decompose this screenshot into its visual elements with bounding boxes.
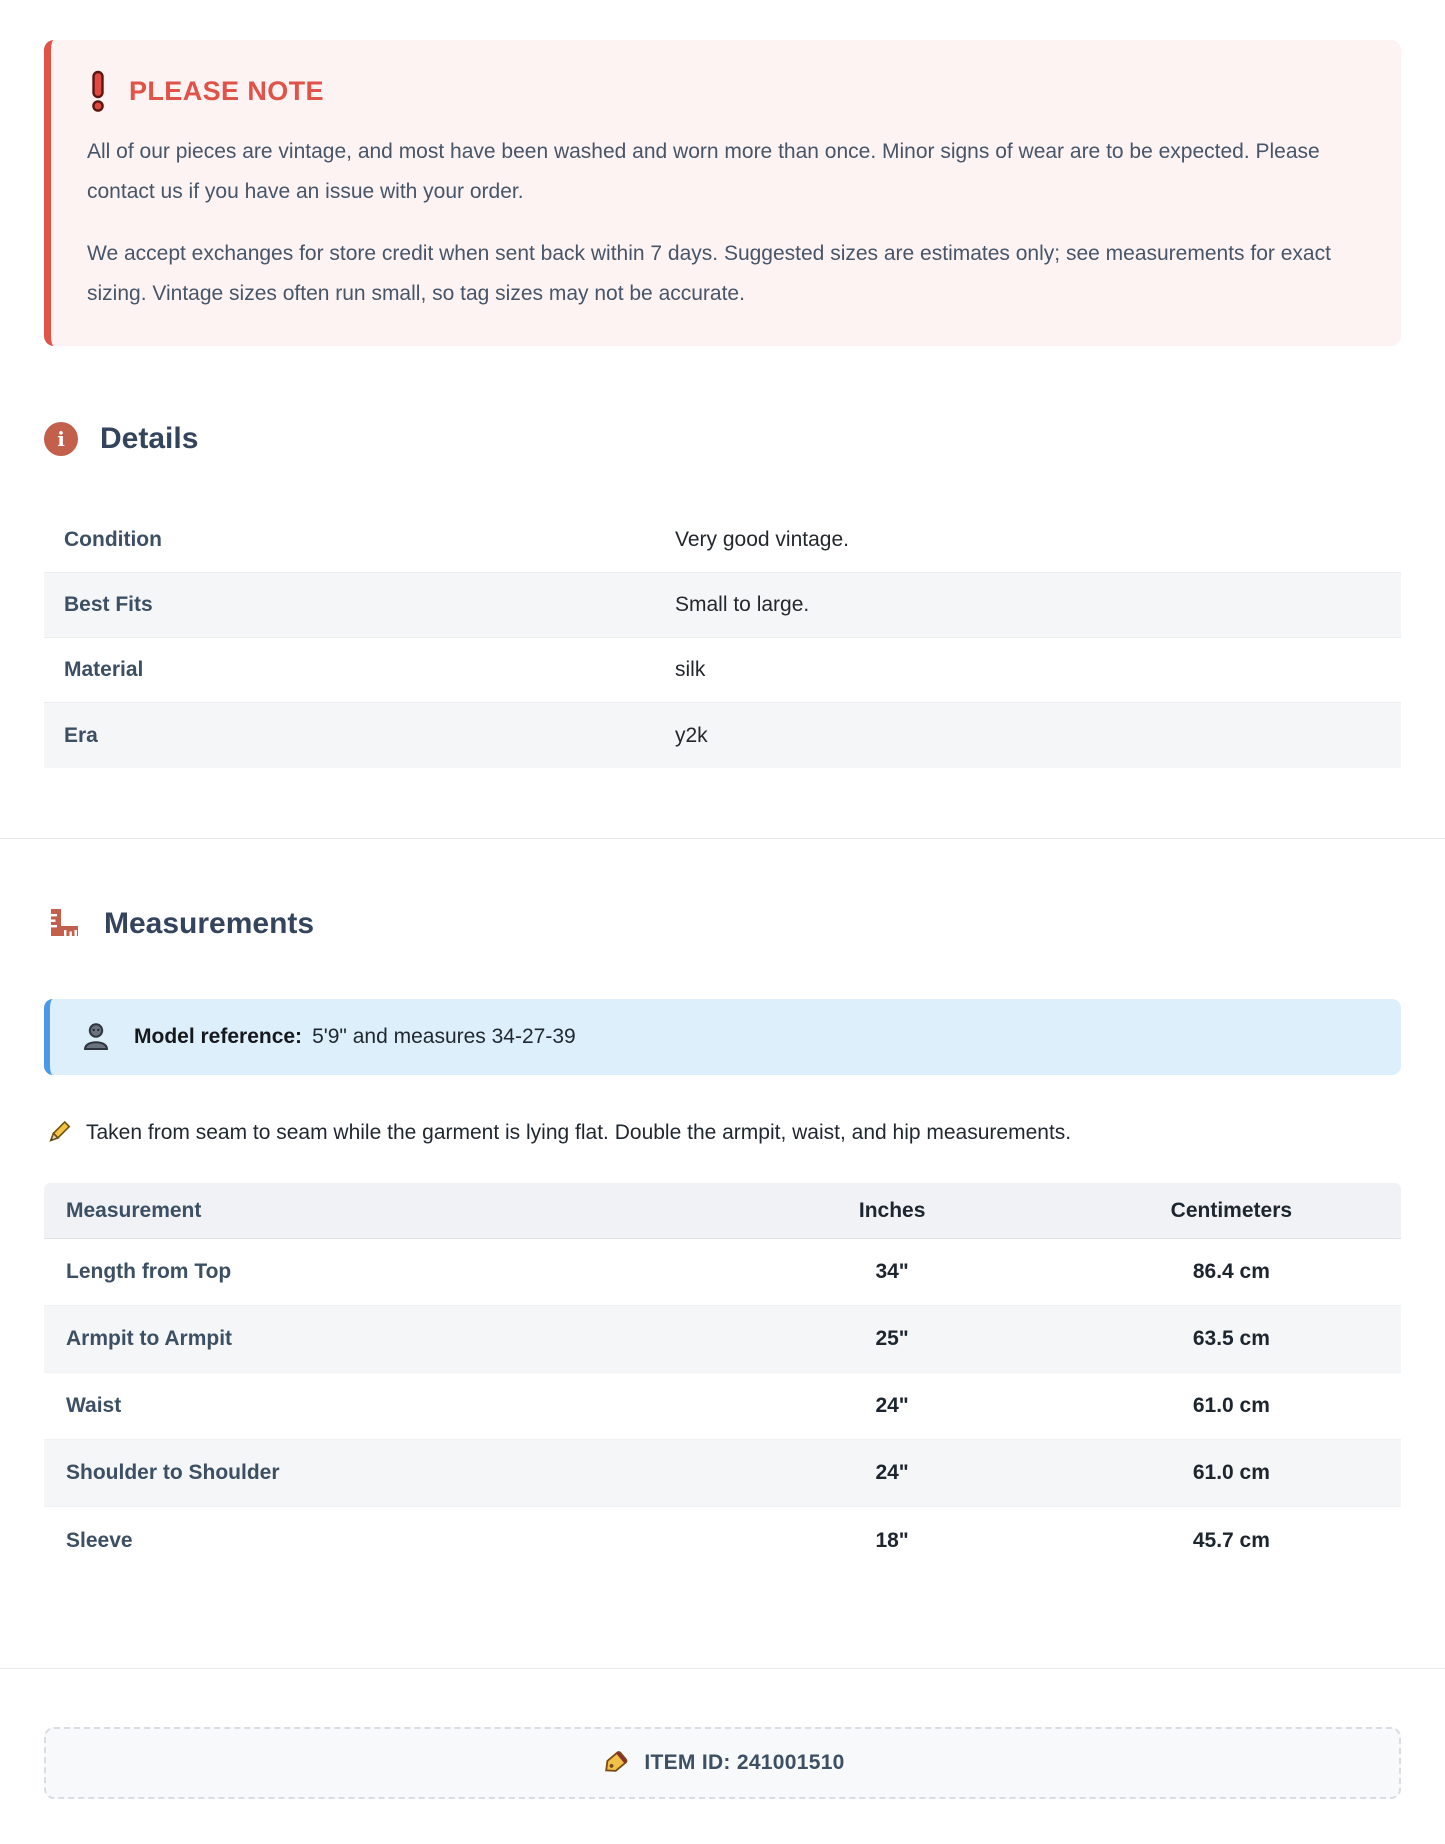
measurements-section bbox=[44, 905, 1401, 1574]
column-header: Measurement bbox=[66, 1198, 202, 1222]
exclamation-icon bbox=[87, 70, 109, 112]
measurement-name: Length from Top bbox=[66, 1260, 232, 1283]
table-row bbox=[44, 1507, 1401, 1574]
please-note-alert bbox=[44, 40, 1401, 346]
table-row bbox=[44, 1373, 1401, 1440]
measurement-inches: 25" bbox=[875, 1327, 909, 1350]
notice-title-row bbox=[87, 70, 1365, 112]
section-divider bbox=[0, 1668, 1445, 1669]
detail-value: y2k bbox=[675, 723, 708, 747]
measurement-cm: 61.0 cm bbox=[1192, 1394, 1270, 1417]
pencil-icon bbox=[44, 1119, 72, 1147]
notice-paragraph: All of our pieces are vintage, and most have been washed and worn more than once. Minor signs of wear are to be expected. Please contact us if you have an issue with your order. bbox=[87, 140, 1320, 203]
measurement-inches: 18" bbox=[875, 1528, 909, 1552]
item-id-box bbox=[44, 1727, 1401, 1799]
detail-label: Best Fits bbox=[64, 593, 153, 616]
measurements-heading: Measurements bbox=[104, 907, 315, 940]
table-row bbox=[44, 1239, 1401, 1306]
info-icon: i bbox=[44, 422, 78, 456]
measurement-inches: 24" bbox=[875, 1394, 909, 1417]
ruler-icon bbox=[44, 905, 82, 943]
item-id-label: ITEM ID: 241001510 bbox=[644, 1751, 845, 1774]
measurements-table-body bbox=[44, 1239, 1401, 1574]
detail-label: Condition bbox=[64, 528, 162, 551]
table-row bbox=[44, 1306, 1401, 1373]
tag-icon bbox=[600, 1748, 630, 1778]
measurement-name: Shoulder to Shoulder bbox=[66, 1461, 280, 1484]
detail-value: Small to large. bbox=[675, 593, 810, 616]
model-reference-box bbox=[44, 999, 1401, 1075]
measurements-table bbox=[44, 1183, 1401, 1574]
details-heading-row bbox=[44, 422, 1401, 456]
detail-label: Era bbox=[64, 723, 98, 747]
measurement-name: Armpit to Armpit bbox=[66, 1327, 233, 1350]
measurement-note bbox=[44, 1119, 1401, 1147]
column-header: Centimeters bbox=[1170, 1198, 1293, 1222]
model-reference-text bbox=[134, 1025, 576, 1049]
measurements-table-header bbox=[44, 1183, 1401, 1239]
measurement-cm: 86.4 cm bbox=[1192, 1260, 1270, 1283]
model-reference-label: Model reference: bbox=[134, 1025, 303, 1048]
detail-value: silk bbox=[675, 658, 706, 681]
details-heading: Details bbox=[100, 422, 199, 455]
details-section bbox=[44, 422, 1401, 768]
table-row bbox=[44, 573, 1401, 638]
person-icon bbox=[80, 1021, 112, 1053]
measurement-cm: 63.5 cm bbox=[1192, 1327, 1270, 1350]
measurement-name: Waist bbox=[66, 1394, 122, 1417]
measurement-note-text: Taken from seam to seam while the garment is lying flat. Double the armpit, waist, and hip measurements. bbox=[86, 1121, 1072, 1144]
notice-paragraph: We accept exchanges for store credit when sent back within 7 days. Suggested sizes are estimates only; see measurements for exact sizing. Vintage sizes often run small, so tag sizes may not be accurate. bbox=[87, 242, 1331, 305]
measurement-cm: 45.7 cm bbox=[1192, 1528, 1270, 1552]
column-header: Inches bbox=[858, 1198, 926, 1222]
model-reference-value: 5'9" and measures 34-27-39 bbox=[312, 1025, 576, 1048]
details-table bbox=[44, 508, 1401, 768]
table-row bbox=[44, 638, 1401, 703]
measurement-inches: 34" bbox=[875, 1260, 909, 1283]
detail-value: Very good vintage. bbox=[675, 528, 849, 551]
detail-label: Material bbox=[64, 658, 144, 681]
table-row bbox=[44, 1440, 1401, 1507]
measurement-inches: 24" bbox=[875, 1461, 909, 1484]
table-row bbox=[44, 508, 1401, 573]
section-divider bbox=[0, 838, 1445, 839]
notice-title: PLEASE NOTE bbox=[129, 75, 324, 106]
table-row bbox=[44, 703, 1401, 768]
measurement-name: Sleeve bbox=[66, 1528, 133, 1552]
measurement-cm: 61.0 cm bbox=[1192, 1461, 1270, 1484]
measurements-heading-row bbox=[44, 905, 1401, 943]
